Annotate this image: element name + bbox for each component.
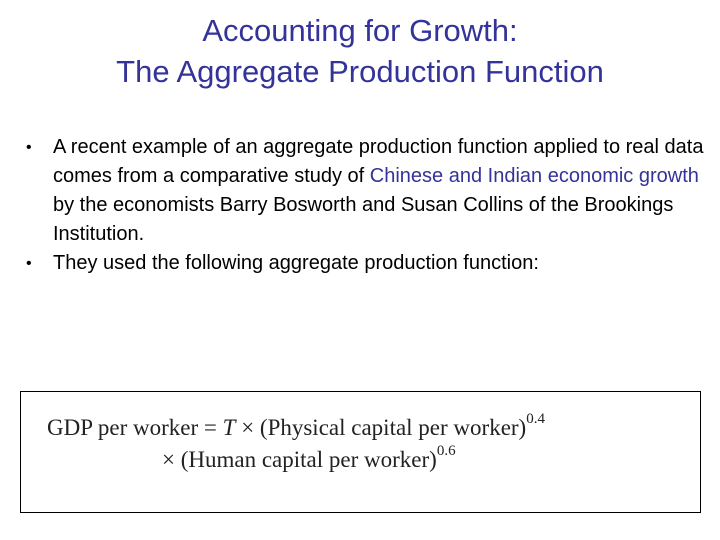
production-function-formula	[47, 412, 545, 476]
bullet-item-2	[24, 249, 704, 278]
bullet-list	[24, 133, 704, 278]
slide-title	[0, 10, 720, 92]
formula-physical-exponent: 0.4	[526, 411, 545, 428]
bullet-1-text-after: by the economists Barry Bosworth and Susan Collins of the Brookings Institution.	[53, 194, 674, 245]
formula-box	[20, 391, 701, 513]
bullet-item-1	[24, 133, 704, 249]
formula-physical-term: × (Physical capital per worker)	[235, 415, 527, 440]
formula-human-term: × (Human capital per worker)	[162, 447, 437, 472]
formula-row-1	[47, 412, 545, 444]
bullet-1-text-before: A recent example of an aggregate production function applied to real data comes from a comparative study of	[53, 136, 704, 187]
formula-row-2	[47, 444, 545, 476]
formula-t-variable: T	[222, 415, 236, 440]
title-line-1: Accounting for Growth:	[202, 13, 518, 48]
study-link[interactable]: Chinese and Indian economic growth	[369, 165, 699, 187]
formula-human-exponent: 0.6	[436, 443, 456, 460]
bullet-dot-icon: •	[26, 255, 32, 272]
bullet-dot-icon: •	[26, 139, 32, 156]
formula-lhs: GDP per worker =	[47, 415, 223, 440]
title-line-2: The Aggregate Production Function	[116, 54, 604, 89]
bullet-2-text: They used the following aggregate production function:	[53, 252, 539, 274]
